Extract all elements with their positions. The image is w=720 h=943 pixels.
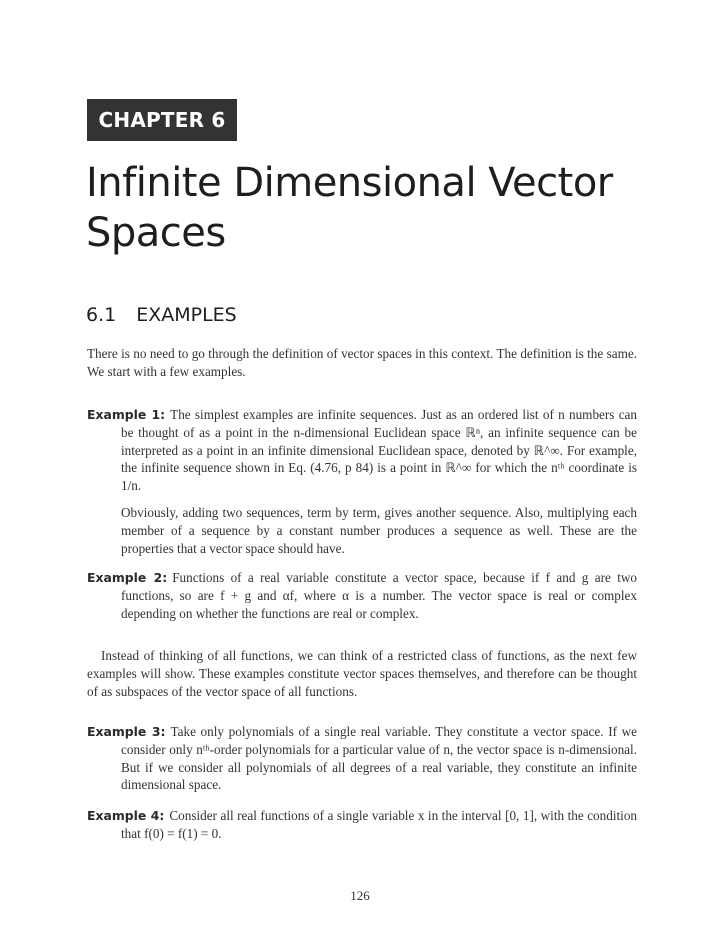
example-3-label: Example 3: — [87, 724, 166, 739]
example-3-text: Take only polynomials of a single real variable. They constitute a vector space. If we consider only nᵗʰ-order polynomials for a particular value of n, the vector space is n-dimensional. But if we consider all polynomials of all degrees of a real variable, they constitute an infinite dimensional space. — [121, 724, 637, 793]
example-1-text: The simplest examples are infinite sequences. Just as an ordered list of n numbers can be thought of as a point in the n-dimensional Euclidean space ℝⁿ, an infinite sequence can be interpreted as a point in an infinite dimensional Euclidean space, denoted by ℝ^∞. For example, the infinite sequence shown in Eq. (4.76, p 84) is a point in ℝ^∞ for which the nᵗʰ coordinate is 1/n. — [121, 407, 637, 494]
chapter-title: Infinite Dimensional Vector Spaces — [86, 160, 613, 256]
body-paragraph — [87, 647, 637, 700]
example-3-body — [87, 723, 637, 794]
section-number: 6.1 — [86, 304, 117, 326]
example-2 — [87, 569, 637, 622]
intro-paragraph — [87, 345, 637, 381]
example-4-text: Consider all real functions of a single variable x in the interval [0, 1], with the condition that f(0) = f(1) = 0. — [121, 808, 638, 841]
example-4 — [87, 807, 637, 843]
page-number: 126 — [350, 888, 370, 903]
example-1-body — [87, 406, 637, 495]
section-title: EXAMPLES — [136, 304, 237, 326]
example-2-body — [87, 569, 637, 622]
example-3 — [87, 723, 637, 794]
intro-text: There is no need to go through the definition of vector spaces in this context. The definition is the same. We start with a few examples. — [87, 346, 637, 379]
example-1-label: Example 1: — [87, 407, 166, 422]
example-2-label: Example 2: — [87, 570, 168, 585]
example-1-continuation: Obviously, adding two sequences, term by term, gives another sequence. Also, multiplying each member of a sequence by a constant number produces a sequence as well. These are the properties that a vector space should have. — [121, 504, 637, 556]
chapter-label: CHAPTER 6 — [87, 99, 237, 141]
example-1 — [87, 406, 637, 557]
body-paragraph-text: Instead of thinking of all functions, we can think of a restricted class of functions, as the next few examples will show. These examples constitute vector spaces themselves, and therefore can be thought of as subspaces of the vector space of all functions. — [87, 648, 637, 699]
example-4-body — [87, 807, 637, 843]
example-4-label: Example 4: — [87, 808, 165, 823]
example-2-text: Functions of a real variable constitute a vector space, because if f and g are two functions, so are f + g and αf, where α is a number. The vector space is real or complex depending on whether the functions are real or complex. — [121, 570, 637, 621]
section-heading — [86, 302, 237, 328]
